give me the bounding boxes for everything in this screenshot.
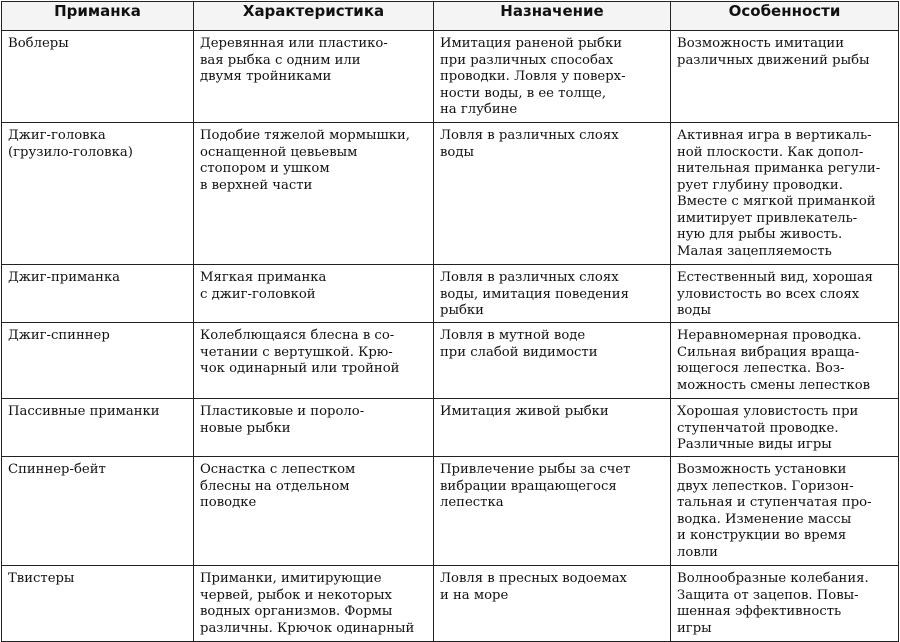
table-row xyxy=(2,123,899,265)
cell-characteristic xyxy=(194,457,434,566)
cell-purpose-text: Ловля в различных слоях воды xyxy=(440,128,619,160)
cell-bait-text: Джиг-спиннер xyxy=(8,328,110,343)
header-row xyxy=(2,2,899,31)
cell-purpose-text: Имитация раненой рыбки при различных способах проводки. Ловля у поверх- ности воды, в ее толще, на глубине xyxy=(440,36,626,117)
cell-purpose xyxy=(434,566,671,642)
cell-purpose xyxy=(434,31,671,123)
header-bait: Приманка xyxy=(2,2,194,31)
cell-bait-text: Воблеры xyxy=(8,36,69,51)
cell-features xyxy=(671,457,899,566)
cell-purpose xyxy=(434,323,671,399)
cell-purpose-text: Привлечение рыбы за счет вибрации вращающегося лепестка xyxy=(440,462,631,510)
cell-features-text: Естественный вид, хорошая уловистость во всех слоях воды xyxy=(677,270,873,318)
cell-purpose xyxy=(434,457,671,566)
cell-purpose-text: Имитация живой рыбки xyxy=(440,404,609,419)
header-characteristic: Характеристика xyxy=(194,2,434,31)
header-features: Особенности xyxy=(671,2,899,31)
table-row xyxy=(2,566,899,642)
cell-bait-text: Пассивные приманки xyxy=(8,404,160,419)
cell-features xyxy=(671,123,899,265)
cell-bait-text: Твистеры xyxy=(8,571,75,586)
table-row xyxy=(2,457,899,566)
cell-characteristic xyxy=(194,566,434,642)
cell-features-text: Активная игра в вертикаль- ной плоскости. Как допол- нительная приманка регули- рует глубину проводки. Вместе с мягкой приманкой имитирует привлекатель- ную для рыбы живость. Малая зацепляемость xyxy=(677,128,881,259)
cell-features-text: Возможность имитации различных движений рыбы xyxy=(677,36,870,68)
cell-features-text: Возможность установки двух лепестков. Горизон- тальная и ступенчатая про- водка. Изменение массы и конструкции во время ловли xyxy=(677,462,872,560)
cell-characteristic xyxy=(194,399,434,457)
table-row xyxy=(2,265,899,323)
cell-features xyxy=(671,265,899,323)
cell-features xyxy=(671,323,899,399)
cell-characteristic-text: Приманки, имитирующие червей, рыбок и некоторых водных организмов. Формы различны. Крючок одинарный xyxy=(200,571,415,636)
cell-purpose xyxy=(434,399,671,457)
table-row xyxy=(2,399,899,457)
cell-bait xyxy=(2,399,194,457)
cell-characteristic-text: Оснастка с лепестком блесны на отдельном поводке xyxy=(200,462,356,510)
cell-characteristic-text: Колеблющаяся блесна в со- четании с вертушкой. Крю- чок одинарный или тройной xyxy=(200,328,400,376)
cell-bait-text: Джиг-приманка xyxy=(8,270,121,285)
cell-characteristic xyxy=(194,265,434,323)
cell-purpose-text: Ловля в различных слоях воды, имитация поведения рыбки xyxy=(440,270,629,318)
cell-bait xyxy=(2,457,194,566)
cell-bait xyxy=(2,265,194,323)
cell-purpose xyxy=(434,265,671,323)
cell-purpose xyxy=(434,123,671,265)
cell-features xyxy=(671,31,899,123)
cell-purpose-text: Ловля в пресных водоемах и на море xyxy=(440,571,627,603)
cell-bait xyxy=(2,566,194,642)
cell-bait xyxy=(2,323,194,399)
header-purpose: Назначение xyxy=(434,2,671,31)
cell-features-text: Хорошая уловистость при ступенчатой проводке. Различные виды игры xyxy=(677,404,859,452)
cell-characteristic-text: Мягкая приманка с джиг-головкой xyxy=(200,270,327,302)
cell-features xyxy=(671,566,899,642)
cell-characteristic-text: Деревянная или пластико- вая рыбка с одним или двумя тройниками xyxy=(200,36,388,84)
table-header xyxy=(2,2,899,31)
cell-characteristic xyxy=(194,123,434,265)
cell-bait-text: Джиг-головка (грузило-головка) xyxy=(8,128,133,160)
cell-features-text: Волнообразные колебания. Защита от зацепов. Повы- шенная эффективность игры xyxy=(677,571,869,636)
table-row xyxy=(2,323,899,399)
cell-characteristic xyxy=(194,323,434,399)
cell-bait-text: Спиннер-бейт xyxy=(8,462,106,477)
cell-features-text: Неравномерная проводка. Сильная вибрация враща- ющегося лепестка. Воз- можность смены лепестков xyxy=(677,328,871,393)
table-row xyxy=(2,31,899,123)
cell-bait xyxy=(2,31,194,123)
cell-characteristic-text: Пластиковые и пороло- новые рыбки xyxy=(200,404,365,436)
cell-features xyxy=(671,399,899,457)
cell-purpose-text: Ловля в мутной воде при слабой видимости xyxy=(440,328,598,360)
bait-table xyxy=(1,1,899,642)
table-body xyxy=(2,31,899,642)
cell-characteristic-text: Подобие тяжелой мормышки, оснащенной цевьевым стопором и ушком в верхней части xyxy=(200,128,410,193)
cell-characteristic xyxy=(194,31,434,123)
cell-bait xyxy=(2,123,194,265)
